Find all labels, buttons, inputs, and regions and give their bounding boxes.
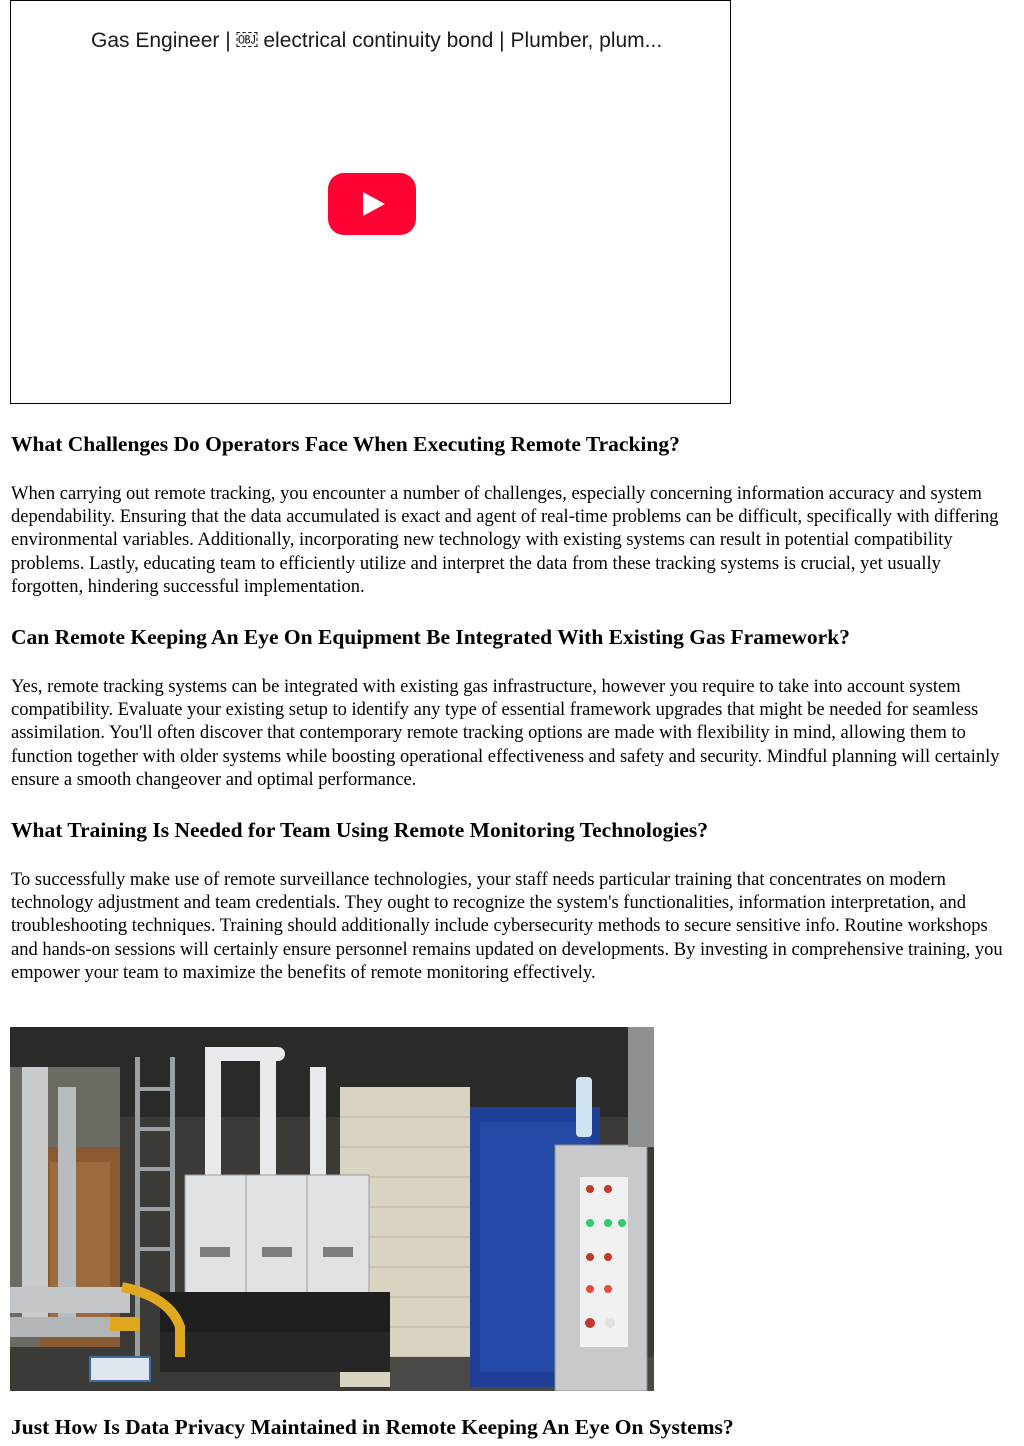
video-embed[interactable]: [10, 0, 731, 404]
section-heading-training: What Training Is Needed for Team Using Remote Monitoring Technologies?: [11, 818, 708, 842]
play-button[interactable]: [328, 173, 416, 235]
section-body-integration: Yes, remote tracking systems can be integrated with existing gas infrastructure, however you require to take into account system compatibility. Evaluate your existing setup to identify any type of essential framework upgrades that might be needed for seamless assimilation. You'll often discover that contemporary remote tracking options are made with flexibility in mind, allowing them to function together with older systems while boosting operational effectiveness and safety and security. Mindful planning will certainly ensure a smooth changeover and optimal performance.: [11, 677, 1000, 790]
boiler-room-illustration: [10, 1027, 654, 1391]
section-body-challenges: When carrying out remote tracking, you encounter a number of challenges, especially concerning information accuracy and system dependability. Ensuring that the data accumulated is exact and agent of real-time problems can be difficult, specifically with differing environmental variables. Additionally, incorporating new technology with existing systems can result in potential compatibility problems. Lastly, educating team to efficiently utilize and interpret the data from these tracking systems is crucial, yet usually forgotten, hindering successful implementation.: [11, 484, 999, 597]
section-heading-integration: Can Remote Keeping An Eye On Equipment Be Integrated With Existing Gas Framework?: [11, 625, 850, 649]
section-heading-data-privacy: Just How Is Data Privacy Maintained in Remote Keeping An Eye On Systems?: [11, 1415, 734, 1439]
play-icon: [328, 173, 416, 235]
boiler-room-photo: [10, 1027, 654, 1391]
section-body-training: To successfully make use of remote surveillance technologies, your staff needs particular training that concentrates on modern technology adjustment and team credentials. They ought to recognize the system's functionalities, information interpretation, and troubleshooting techniques. Training should additionally include cybersecurity methods to secure sensitive info. Routine workshops and hands-on sessions will certainly ensure personnel remains updated on developments. By investing in comprehensive training, you empower your team to maximize the benefits of remote monitoring effectively.: [11, 870, 1003, 983]
section-heading-challenges: What Challenges Do Operators Face When Executing Remote Tracking?: [11, 432, 680, 456]
video-title[interactable]: Gas Engineer | ￼ electrical continuity bond | Plumber, plum...: [91, 29, 663, 52]
